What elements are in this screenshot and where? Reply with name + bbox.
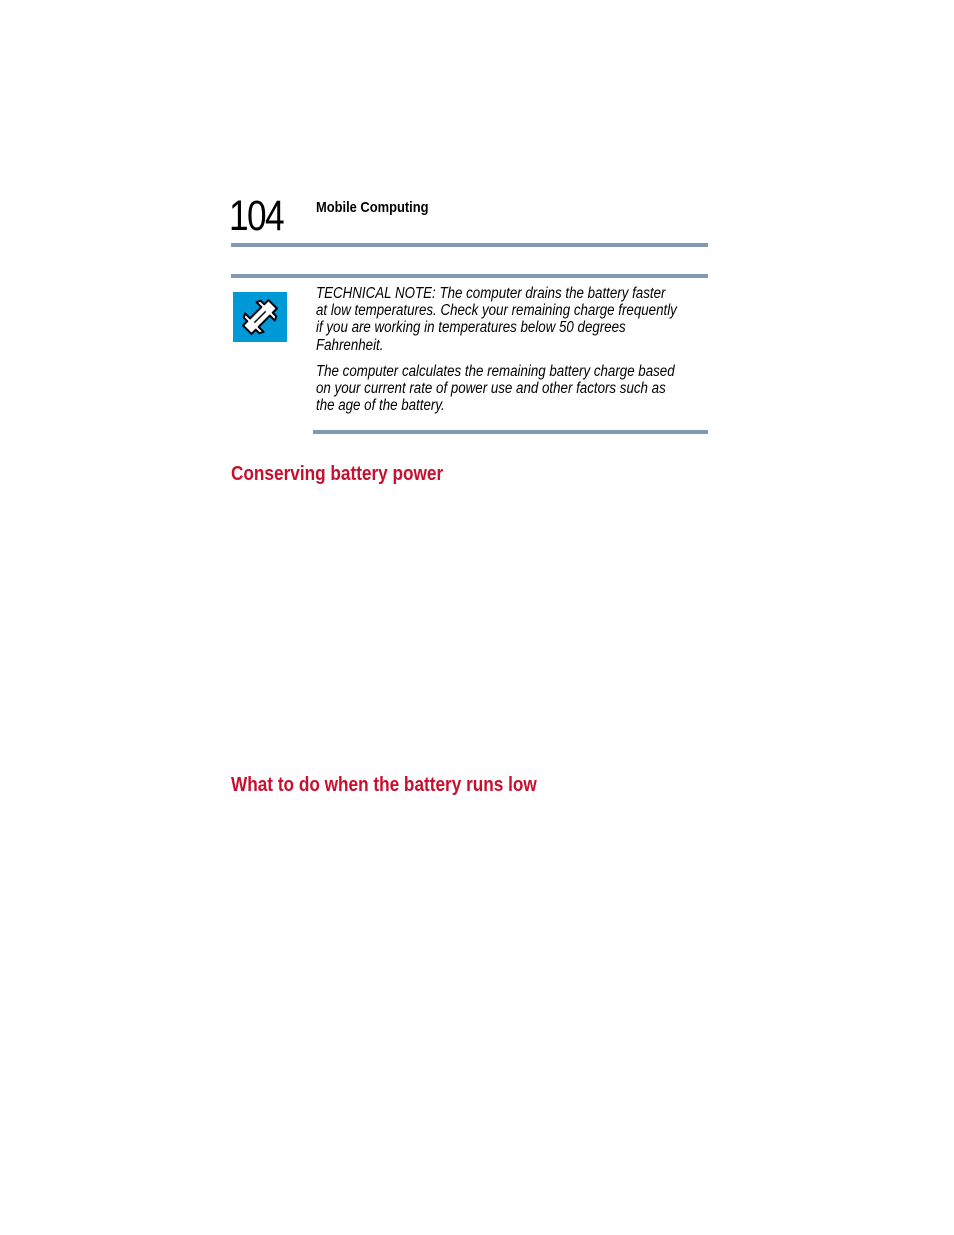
page-number: 104: [229, 192, 283, 240]
running-head: Mobile Computing: [316, 199, 429, 216]
header-rule: [231, 243, 708, 247]
technical-note: [316, 285, 696, 414]
wrench-icon: [233, 292, 287, 342]
technical-note-paragraph: TECHNICAL NOTE: The computer drains the battery faster at low temperatures. Check your remaining charge frequently if you are working in temperatures below 50 degrees Fahrenheit.: [316, 285, 677, 354]
note-bottom-rule: [313, 430, 708, 434]
section-heading: What to do when the battery runs low: [231, 774, 537, 796]
technical-note-paragraph: The computer calculates the remaining battery charge based on your current rate of power use and other factors such as the age of the battery.: [316, 362, 675, 415]
note-top-rule: [231, 274, 708, 278]
section-heading: Conserving battery power: [231, 463, 444, 485]
